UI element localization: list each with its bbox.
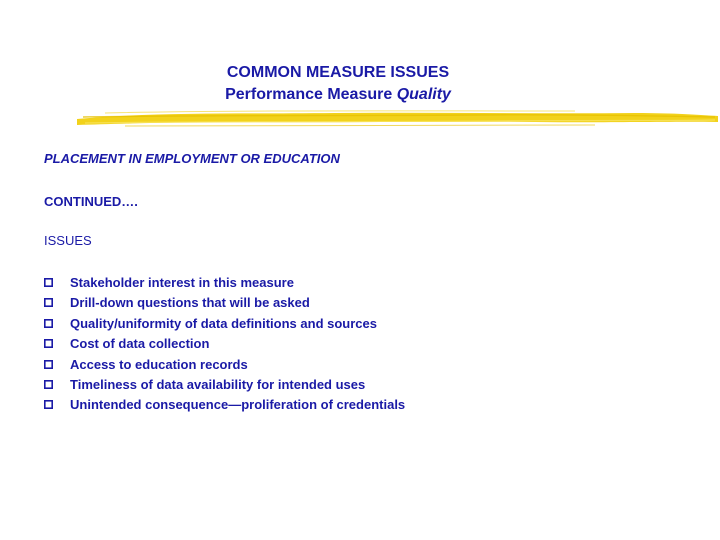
section-heading: PLACEMENT IN EMPLOYMENT OR EDUCATION [44, 151, 340, 166]
hollow-square-bullet-icon [44, 298, 53, 307]
hollow-square-bullet-icon [44, 278, 53, 287]
list-item-text: Stakeholder interest in this measure [70, 275, 294, 290]
list-item-text: Drill-down questions that will be asked [70, 295, 310, 311]
list-item [44, 314, 544, 334]
list-item [44, 334, 544, 354]
highlighter-underline [75, 104, 720, 130]
title-block [140, 62, 536, 106]
continued-label: CONTINUED…. [44, 194, 138, 209]
list-item [44, 395, 544, 415]
issues-list [44, 273, 544, 416]
list-item [44, 355, 544, 375]
list-item [44, 273, 544, 293]
hollow-square-bullet-icon [44, 380, 53, 389]
hollow-square-bullet-icon [44, 360, 53, 369]
hollow-square-bullet-icon [44, 319, 53, 328]
slide-subtitle [140, 84, 536, 106]
slide-title: COMMON MEASURE ISSUES [226, 64, 450, 81]
hollow-square-bullet-icon [44, 339, 53, 348]
issues-label: ISSUES [44, 233, 92, 248]
list-item [44, 375, 544, 395]
list-item-text: Timeliness of data availability for intended uses [70, 377, 366, 393]
list-item-text: Access to education records [70, 356, 248, 372]
subtitle-italic: Quality [396, 86, 451, 103]
list-item-text: Cost of data collection [70, 336, 210, 352]
list-item-text: Quality/uniformity of data definitions and sources [70, 315, 377, 331]
hollow-square-bullet-icon [44, 400, 53, 409]
subtitle-main: Performance Measure [225, 86, 393, 103]
list-item-text: Unintended consequence—proliferation of credentials [70, 397, 406, 413]
list-item [44, 293, 544, 313]
